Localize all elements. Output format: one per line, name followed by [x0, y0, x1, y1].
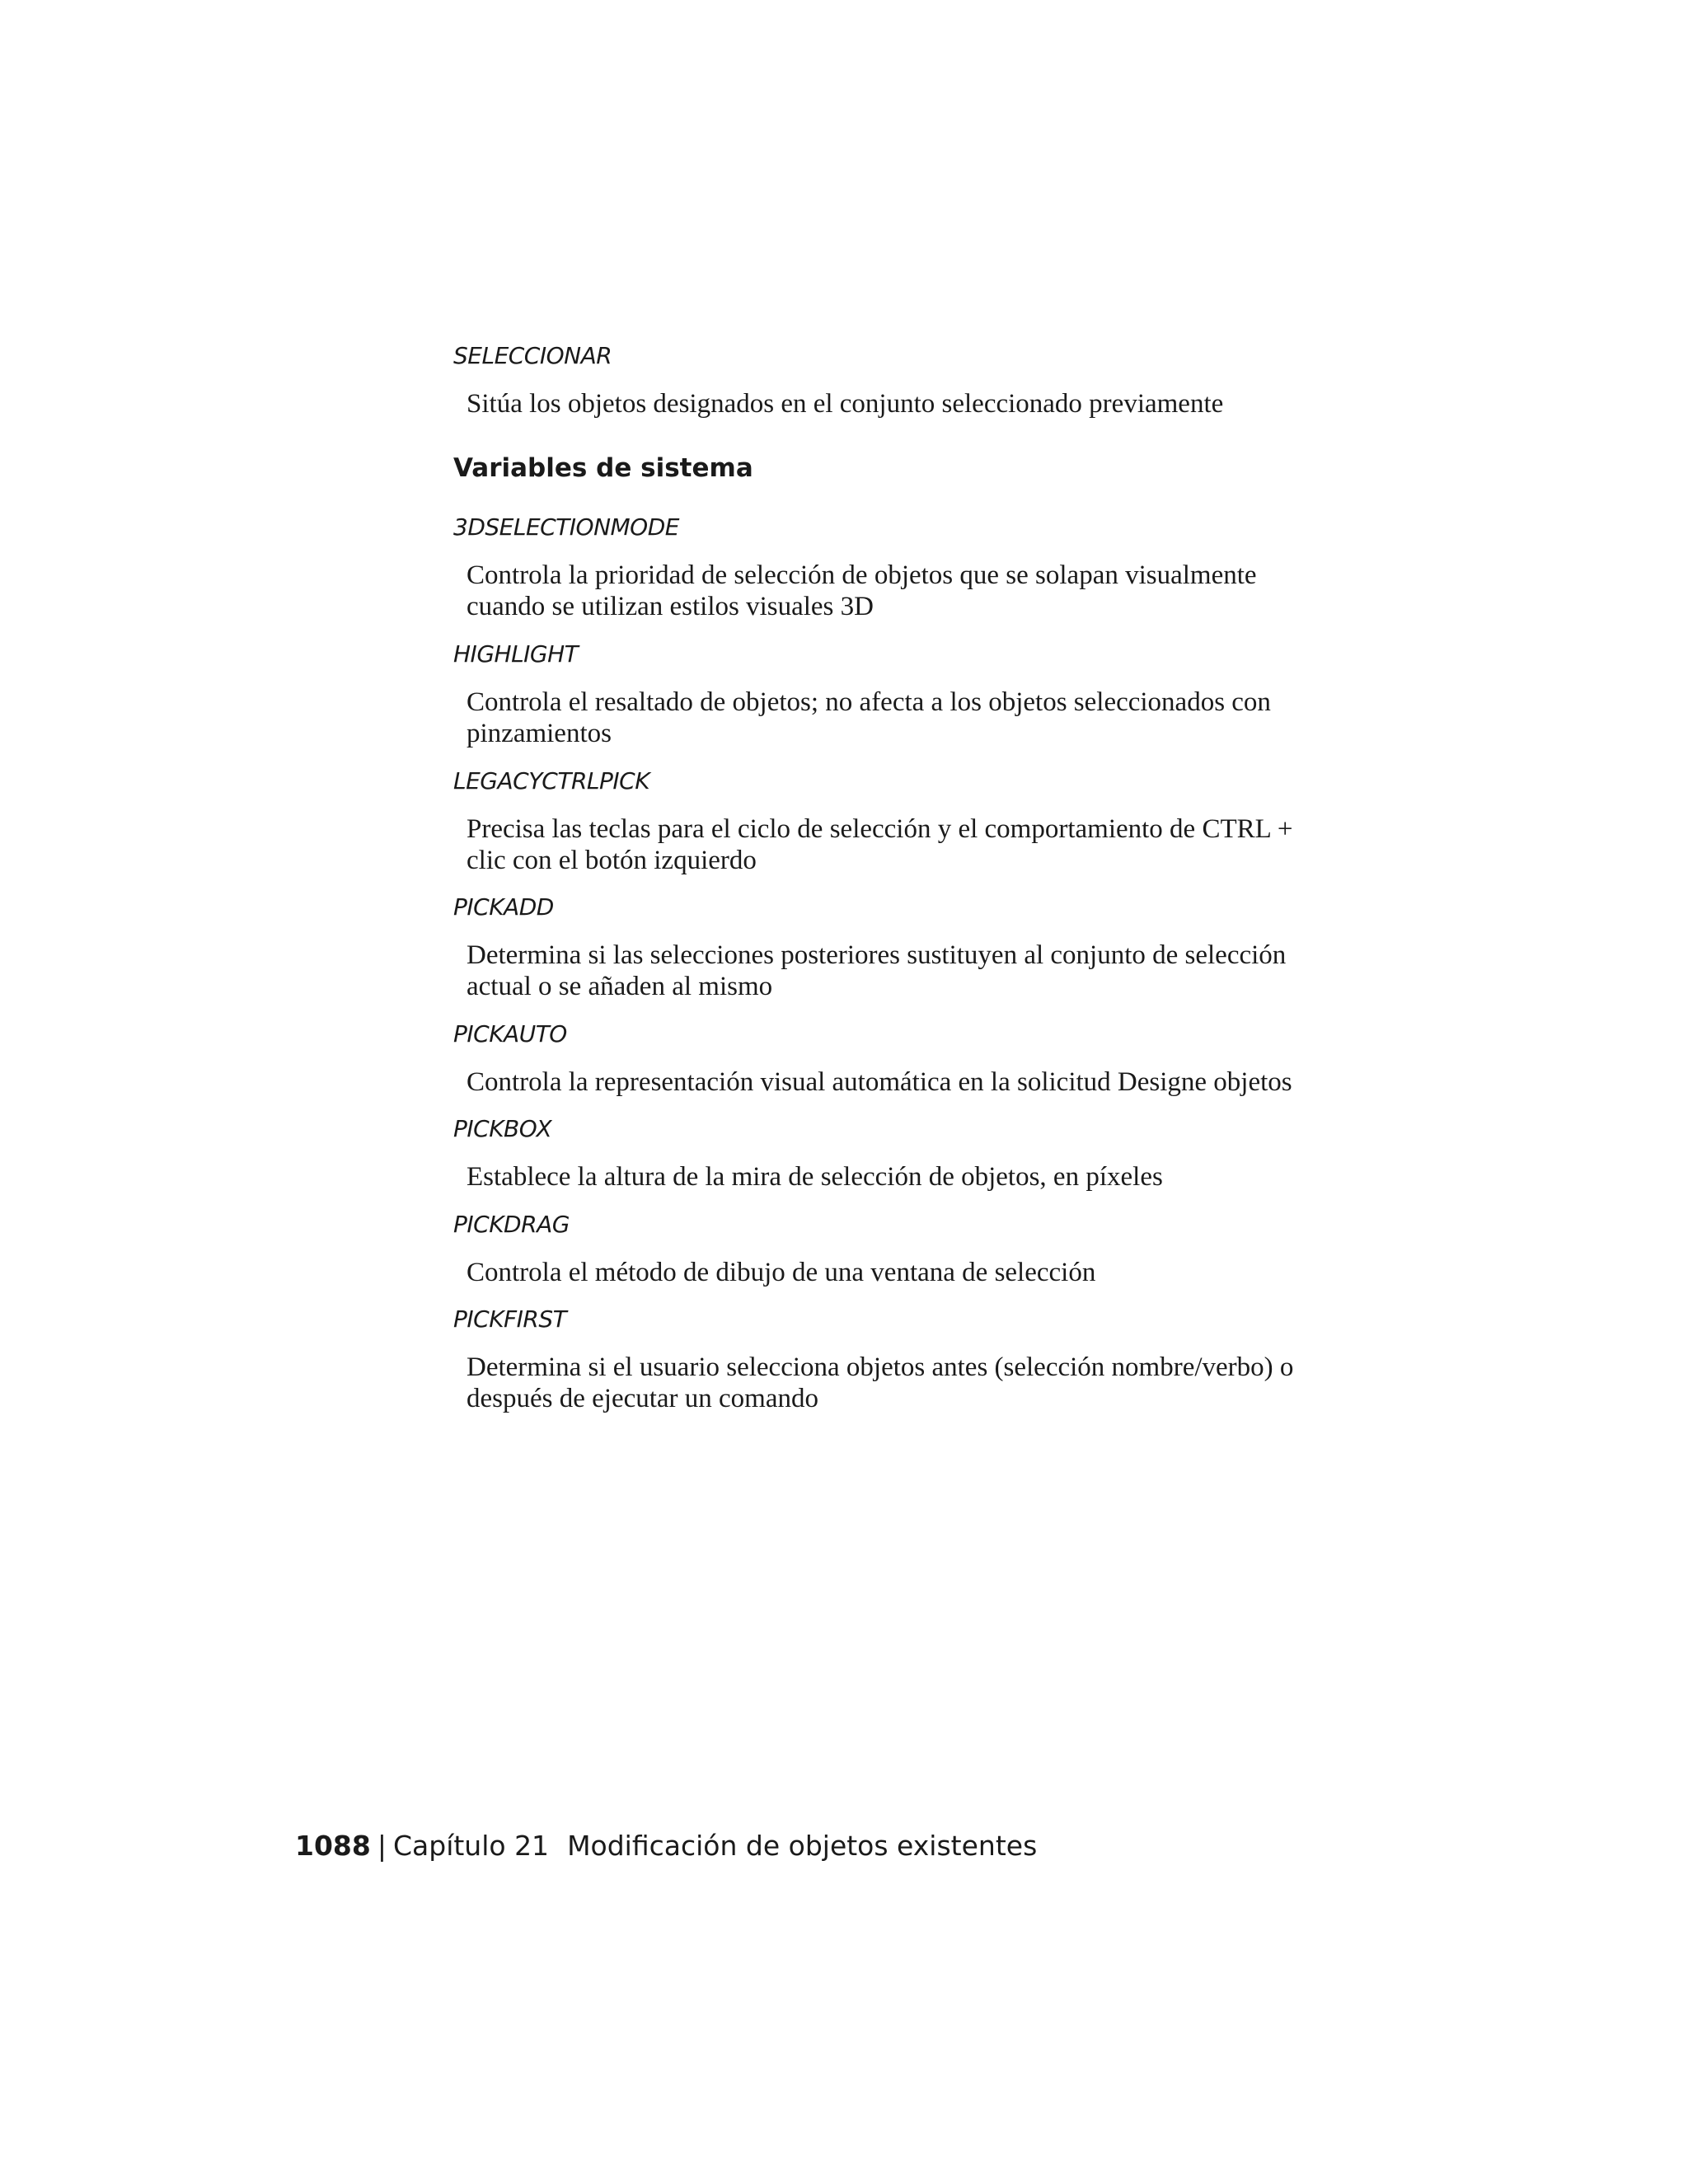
section-heading: Variables de sistema	[453, 453, 753, 483]
description-line: clic con el botón izquierdo	[467, 846, 757, 875]
chapter-label: Capítulo 21	[392, 1830, 550, 1862]
footer-separator: |	[377, 1830, 387, 1862]
variable-description	[467, 940, 1357, 1002]
description-line: Determina si el usuario selecciona objetos antes (selección nombre/verbo) o	[467, 1352, 1294, 1382]
variable-description	[467, 560, 1357, 622]
description-line: Determina si las selecciones posteriores sustituyen al conjunto de selección	[467, 940, 1287, 970]
variable-description	[467, 813, 1357, 876]
variable-term: PICKDRAG	[453, 1211, 570, 1238]
variable-term: PICKFIRST	[453, 1305, 567, 1333]
description-line: Controla la representación visual automática en la solicitud Designe objetos	[467, 1067, 1292, 1097]
variable-term: PICKADD	[453, 893, 554, 921]
description-line: actual o se añaden al mismo	[467, 972, 773, 1001]
variable-term: HIGHLIGHT	[453, 640, 579, 668]
description-line: después de ejecutar un comando	[467, 1384, 819, 1413]
variable-term: PICKBOX	[453, 1115, 552, 1142]
chapter-title: Modificación de objetos existentes	[567, 1830, 1038, 1862]
description-line: Controla la prioridad de selección de objetos que se solapan visualmente	[467, 560, 1257, 590]
description-line: Precisa las teclas para el ciclo de selección y el comportamiento de CTRL +	[467, 814, 1293, 844]
variable-term: LEGACYCTRLPICK	[453, 767, 650, 794]
description-line: cuando se utilizan estilos visuales 3D	[467, 592, 874, 621]
description-line: pinzamientos	[467, 719, 612, 748]
command-description: Sitúa los objetos designados en el conjunto seleccionado previamente	[467, 389, 1224, 419]
command-term: SELECCIONAR	[453, 342, 612, 369]
variable-description	[467, 687, 1357, 749]
variable-description	[467, 1257, 1357, 1288]
description-line: Controla el método de dibujo de una ventana de selección	[467, 1258, 1096, 1287]
description-line: Controla el resaltado de objetos; no afecta a los objetos seleccionados con	[467, 687, 1271, 717]
page-footer	[295, 1828, 1037, 1864]
variable-description	[467, 1161, 1357, 1193]
page-number: 1088	[295, 1830, 371, 1862]
variable-description	[467, 1066, 1357, 1098]
variable-term: 3DSELECTIONMODE	[453, 513, 679, 541]
description-line: Establece la altura de la mira de selección de objetos, en píxeles	[467, 1162, 1163, 1192]
variable-term: PICKAUTO	[453, 1020, 567, 1047]
variable-description	[467, 1352, 1357, 1414]
